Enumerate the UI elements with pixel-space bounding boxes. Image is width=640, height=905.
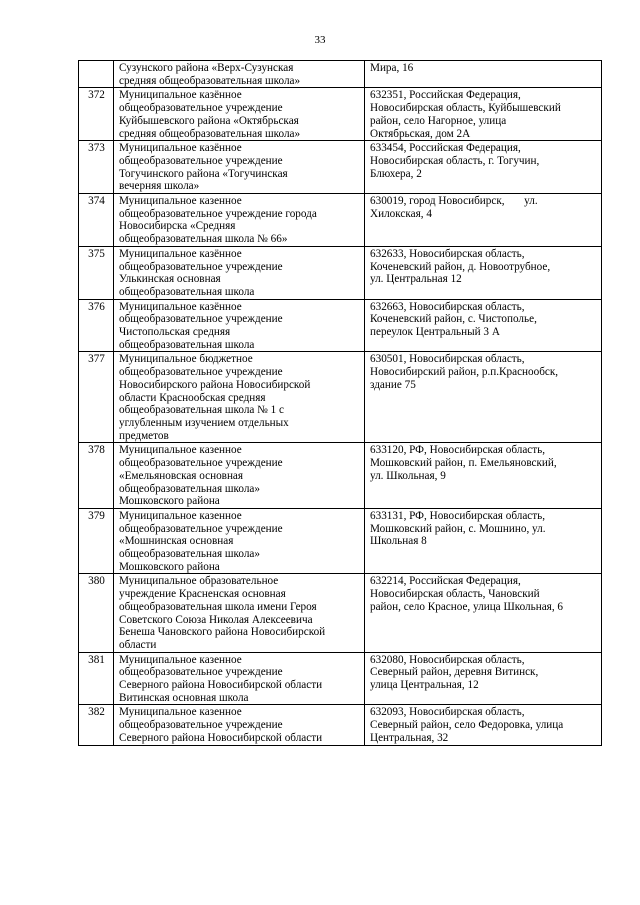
institution-name-line: Муниципальное образовательное — [119, 575, 279, 588]
institution-name-line: области — [119, 638, 157, 651]
institution-name-line: Тогучинского района «Тогучинская — [119, 167, 288, 180]
address-line: 632080, Новосибирская область, — [370, 653, 525, 666]
institution-name-line: общеобразовательная школа имени Героя — [119, 600, 317, 613]
address-cell — [365, 299, 602, 352]
address-cell — [365, 141, 602, 194]
address-line: Школьная 8 — [370, 535, 427, 548]
institution-name-line: Сузунского района «Верх-Сузунская — [119, 62, 294, 74]
institution-name-line: общеобразовательное учреждение города — [119, 207, 317, 220]
institution-name-line: общеобразовательное учреждение — [119, 366, 283, 379]
address-cell — [365, 508, 602, 574]
institution-name-line: общеобразовательная школа» — [119, 548, 260, 561]
row-number: 382 — [79, 705, 114, 745]
institution-name-cell — [114, 141, 365, 194]
address-line: 630501, Новосибирская область, — [370, 353, 525, 366]
institution-name-line: Мошковского района — [119, 495, 220, 508]
institution-name-line: общеобразовательная школа № 1 с — [119, 404, 285, 417]
institution-name-line: Улькинская основная — [119, 273, 221, 286]
institution-name-line: общеобразовательное учреждение — [119, 154, 283, 167]
institution-name-line: общеобразовательное учреждение — [119, 457, 283, 470]
address-cell — [365, 352, 602, 443]
address-cell — [365, 194, 602, 247]
table-row — [79, 443, 602, 509]
row-number: 381 — [79, 652, 114, 705]
institution-name-line: Витинская основная школа — [119, 691, 249, 704]
address-line: улица Центральная, 12 — [370, 679, 479, 692]
address-line: 632633, Новосибирская область, — [370, 247, 525, 260]
institution-name-line: общеобразовательное учреждение — [119, 102, 283, 115]
address-line: Мира, 16 — [370, 62, 414, 74]
address-cell — [365, 443, 602, 509]
institution-name-cell — [114, 299, 365, 352]
institution-name-line: «Мошнинская основная — [119, 535, 234, 548]
table-row — [79, 194, 602, 247]
address-cell — [365, 705, 602, 745]
address-line: 632214, Российская Федерация, — [370, 575, 521, 588]
table-body — [79, 61, 602, 746]
row-number: 378 — [79, 443, 114, 509]
row-number: 372 — [79, 88, 114, 141]
address-line: 630019, город Новосибирск, ул. — [370, 195, 538, 208]
table-row — [79, 299, 602, 352]
table-row — [79, 652, 602, 705]
institution-name-cell — [114, 574, 365, 652]
institution-name-line: Муниципальное казённое — [119, 142, 242, 155]
address-line: здание 75 — [370, 378, 416, 391]
address-line: Новосибирский район, р.п.Краснообск, — [370, 366, 559, 379]
institution-name-line: Муниципальное казенное — [119, 509, 242, 522]
address-line: Новосибирская область, г. Тогучин, — [370, 154, 540, 167]
institution-name-line: предметов — [119, 429, 169, 442]
institution-name-line: Куйбышевского района «Октябрьская — [119, 114, 299, 127]
row-number: 379 — [79, 508, 114, 574]
address-cell — [365, 574, 602, 652]
address-line: Блюхера, 2 — [370, 167, 422, 180]
address-line: 632093, Новосибирская область, — [370, 706, 525, 719]
institution-name-line: общеобразовательная школа — [119, 338, 255, 351]
institution-name-line: общеобразовательная школа № 66» — [119, 233, 288, 246]
institution-name-cell — [114, 88, 365, 141]
table-row — [79, 141, 602, 194]
row-number: 376 — [79, 299, 114, 352]
address-line: переулок Центральный 3 А — [370, 326, 500, 339]
row-number: 377 — [79, 352, 114, 443]
institution-name-line: Муниципальное казенное — [119, 653, 242, 666]
address-line: Коченевский район, с. Чистополье, — [370, 313, 537, 326]
address-cell — [365, 88, 602, 141]
row-number: 380 — [79, 574, 114, 652]
institution-name-line: Северного района Новосибирской области — [119, 731, 323, 744]
address-line: Хилокская, 4 — [370, 207, 432, 220]
address-line: 632663, Новосибирская область, — [370, 300, 525, 313]
institution-name-line: Новосибирска «Средняя — [119, 220, 236, 233]
address-line: Мошковский район, п. Емельяновский, — [370, 457, 557, 470]
institution-name-line: Северного района Новосибирской области — [119, 679, 323, 692]
institution-name-cell — [114, 705, 365, 745]
address-line: 633454, Российская Федерация, — [370, 142, 521, 155]
institution-name-line: углубленным изучением отдельных — [119, 416, 289, 429]
table-row — [79, 508, 602, 574]
address-cell — [365, 246, 602, 299]
institution-name-line: Муниципальное казённое — [119, 300, 242, 313]
table-row — [79, 246, 602, 299]
institution-name-line: Советского Союза Николая Алексеевича — [119, 613, 313, 626]
institution-name-line: общеобразовательное учреждение — [119, 260, 283, 273]
institution-name-line: Муниципальное бюджетное — [119, 353, 253, 366]
row-number: 373 — [79, 141, 114, 194]
schools-table — [78, 60, 602, 746]
address-line: 633131, РФ, Новосибирская область, — [370, 509, 546, 522]
address-line: Октябрьская, дом 2А — [370, 127, 471, 140]
institution-name-cell — [114, 61, 365, 88]
institution-name-cell — [114, 194, 365, 247]
address-line: Северный район, село Федоровка, улица — [370, 719, 564, 732]
institution-name-line: Мошковского района — [119, 560, 220, 573]
address-line: ул. Школьная, 9 — [370, 469, 446, 482]
institution-name-line: Чистопольская средняя — [119, 326, 231, 339]
institution-name-cell — [114, 352, 365, 443]
institution-name-line: Муниципальное казенное — [119, 195, 242, 208]
institution-name-line: области Краснообская средняя — [119, 391, 266, 404]
row-number: 375 — [79, 246, 114, 299]
address-line: Новосибирская область, Куйбышевский — [370, 102, 561, 115]
table-row — [79, 88, 602, 141]
address-line: 633120, РФ, Новосибирская область, — [370, 444, 546, 457]
institution-name-line: средняя общеобразовательная школа» — [119, 74, 301, 87]
table-row — [79, 61, 602, 88]
address-line: Коченевский район, д. Новоотрубное, — [370, 260, 551, 273]
institution-name-line: учреждение Красненская основная — [119, 588, 286, 601]
address-cell — [365, 652, 602, 705]
institution-name-line: общеобразовательное учреждение — [119, 313, 283, 326]
institution-name-line: «Емельяновская основная — [119, 469, 244, 482]
institution-name-line: общеобразовательная школа» — [119, 482, 260, 495]
address-cell — [365, 61, 602, 88]
institution-name-line: общеобразовательное учреждение — [119, 522, 283, 535]
institution-name-line: общеобразовательная школа — [119, 285, 255, 298]
institution-name-line: средняя общеобразовательная школа» — [119, 127, 301, 140]
address-line: Центральная, 32 — [370, 731, 449, 744]
address-line: ул. Центральная 12 — [370, 273, 462, 286]
address-line: район, село Красное, улица Школьная, 6 — [370, 600, 564, 613]
table-row — [79, 352, 602, 443]
institution-name-line: общеобразовательное учреждение — [119, 666, 283, 679]
row-number: 374 — [79, 194, 114, 247]
institution-name-line: Новосибирского района Новосибирской — [119, 378, 311, 391]
institution-name-cell — [114, 508, 365, 574]
institution-name-cell — [114, 246, 365, 299]
institution-name-line: общеобразовательное учреждение — [119, 719, 283, 732]
table-row — [79, 705, 602, 745]
address-line: Северный район, деревня Витинск, — [370, 666, 539, 679]
institution-name-line: вечерняя школа» — [119, 180, 200, 193]
address-line: 632351, Российская Федерация, — [370, 89, 521, 102]
institution-name-line: Муниципальное казённое — [119, 89, 242, 102]
address-line: Мошковский район, с. Мошнино, ул. — [370, 522, 546, 535]
row-number — [79, 61, 114, 88]
institution-name-line: Муниципальное казенное — [119, 706, 242, 719]
institution-name-line: Муниципальное казённое — [119, 247, 242, 260]
institution-name-line: Муниципальное казенное — [119, 444, 242, 457]
institution-name-line: Бенеша Чановского района Новосибирской — [119, 626, 326, 639]
table-row — [79, 574, 602, 652]
address-line: район, село Нагорное, улица — [370, 114, 507, 127]
institution-name-cell — [114, 652, 365, 705]
page-number: 33 — [314, 34, 326, 46]
address-line: Новосибирская область, Чановский — [370, 588, 540, 601]
institution-name-cell — [114, 443, 365, 509]
